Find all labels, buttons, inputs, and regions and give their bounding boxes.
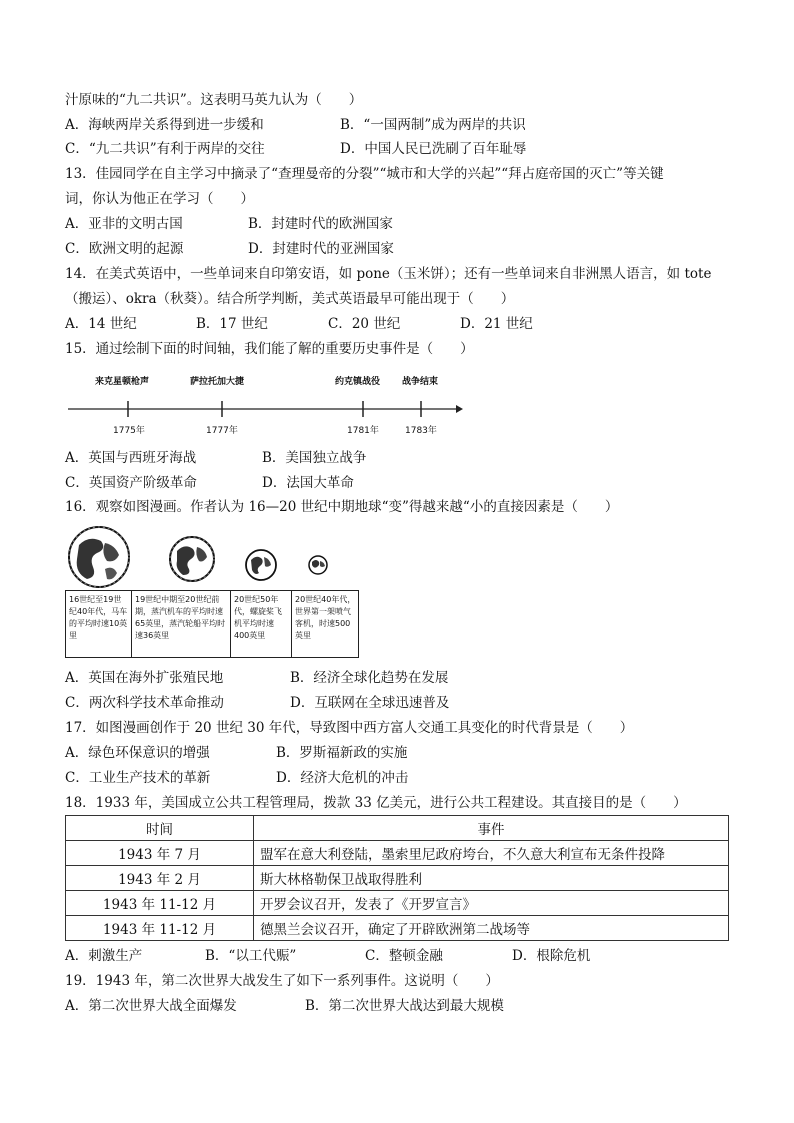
q12-option-b: B．“一国两制”成为两岸的共识	[340, 117, 526, 133]
q18-option-c: C．整顿金融	[365, 948, 443, 964]
table-header-event: 事件	[254, 816, 729, 841]
timeline-axis	[68, 398, 463, 420]
q19-option-a: A．第二次世界大战全面爆发	[65, 998, 237, 1014]
q12-stem-tail: 汁原味的“九二共识”。这表明马英九认为（ ）	[65, 92, 363, 108]
table-cell-event: 开罗会议召开，发表了《开罗宣言》	[254, 891, 729, 916]
timeline-event-2: 萨拉托加大捷	[190, 377, 245, 387]
table-cell-time: 1943 年 7 月	[66, 841, 254, 866]
q16-option-b: B．经济全球化趋势在发展	[290, 670, 449, 686]
timeline-event-4: 战争结束	[402, 377, 439, 387]
q12-option-d: D．中国人民已洗刷了百年耻辱	[340, 141, 527, 157]
table-cell-time: 1943 年 2 月	[66, 866, 254, 891]
cartoon-caption-cell	[132, 591, 231, 657]
q15-option-c: C．英国资产阶级革命	[65, 475, 197, 491]
q14-stem-line1: 14．在美式英语中，一些单词来自印第安语，如 pone（玉米饼）；还有一些单词来自非洲黑人语言，如 tote	[65, 266, 712, 282]
globe-icons	[65, 525, 360, 589]
q16-option-a: A．英国在海外扩张殖民地	[65, 670, 224, 686]
cartoon-caption-box	[65, 590, 359, 658]
q16-option-c: C．两次科学技术革命推动	[65, 695, 224, 711]
table-cell-event: 德黑兰会议召开，确定了开辟欧洲第二战场等	[254, 916, 729, 941]
q14-option-b: B．17 世纪	[196, 316, 268, 332]
cartoon-caption-cell	[231, 591, 292, 657]
table-row	[66, 866, 729, 891]
timeline-year-1: 1775年	[113, 426, 145, 436]
cartoon-caption-2: 19世纪中期至20世纪前期，蒸汽机车的平均时速65英里，蒸汽轮船平均时速36英里	[135, 595, 226, 640]
table-cell-time: 1943 年 11-12 月	[66, 891, 254, 916]
q14-stem-line2: （搬运）、okra（秋葵）。结合所学判断，美式英语最早可能出现于（ ）	[65, 291, 515, 307]
q13-option-c: C．欧洲文明的起源	[65, 241, 184, 257]
timeline-event-1: 来克星顿枪声	[95, 377, 150, 387]
timeline-year-3: 1781年	[347, 426, 379, 436]
q16-stem: 16．观察如图漫画。作者认为 16—20 世纪中期地球“变”得越来越“小的直接因素是（ ）	[65, 499, 619, 515]
timeline-year-4: 1783年	[405, 426, 437, 436]
q18-option-d: D．根除危机	[512, 948, 591, 964]
table-row	[66, 916, 729, 941]
table-cell-time: 1943 年 11-12 月	[66, 916, 254, 941]
cartoon-caption-cell	[292, 591, 358, 657]
table-cell-event: 斯大林格勒保卫战取得胜利	[254, 866, 729, 891]
q19-stem: 19．1943 年，第二次世界大战发生了如下一系列事件。这说明（ ）	[65, 973, 499, 989]
q13-option-b: B．封建时代的欧洲国家	[248, 216, 393, 232]
table-row	[66, 891, 729, 916]
q19-option-b: B．第二次世界大战达到最大规模	[305, 998, 504, 1014]
table-row	[66, 841, 729, 866]
q15-option-b: B．美国独立战争	[262, 450, 367, 466]
globe-small-icon	[246, 550, 276, 580]
globe-tiny-icon	[309, 556, 327, 574]
table-header-time: 时间	[66, 816, 254, 841]
table-header-row	[66, 816, 729, 841]
q12-option-c: C．“九二共识”有利于两岸的交往	[65, 141, 265, 157]
q14-option-a: A．14 世纪	[65, 316, 137, 332]
timeline-year-2: 1777年	[206, 426, 238, 436]
q17-option-d: D．经济大危机的冲击	[276, 770, 409, 786]
cartoon-caption-1: 16世纪至19世纪40年代，马车的平均时速10英里	[69, 595, 128, 640]
q13-stem-line1: 13．佳园同学在自主学习中摘录了“查理曼帝的分裂”“城市和大学的兴起”“拜占庭帝国的灭亡”等关键	[65, 166, 664, 182]
q14-option-d: D．21 世纪	[460, 316, 533, 332]
globe-medium-icon	[170, 537, 214, 581]
q18-option-a: A．刺激生产	[65, 948, 143, 964]
q17-stem: 17．如图漫画创作于 20 世纪 30 年代，导致图中西方富人交通工具变化的时代背景是（ ）	[65, 720, 634, 736]
events-table	[65, 815, 729, 941]
q17-option-b: B．罗斯福新政的实施	[276, 745, 408, 761]
q15-option-d: D．法国大革命	[262, 475, 354, 491]
globe-large-icon	[69, 527, 129, 587]
timeline-event-3: 约克镇战役	[335, 377, 381, 387]
q16-option-d: D．互联网在全球迅速普及	[290, 695, 450, 711]
cartoon-caption-4: 20世纪40年代，世界第一架喷气客机，时速500英里	[295, 595, 356, 640]
table-cell-event: 盟军在意大利登陆，墨索里尼政府垮台，不久意大利宣布无条件投降	[254, 841, 729, 866]
q17-option-c: C．工业生产技术的革新	[65, 770, 211, 786]
q15-stem: 15．通过绘制下面的时间轴，我们能了解的重要历史事件是（ ）	[65, 341, 474, 357]
q14-option-c: C．20 世纪	[328, 316, 401, 332]
q13-option-d: D．封建时代的亚洲国家	[248, 241, 394, 257]
q18-option-b: B．“以工代赈”	[205, 948, 297, 964]
cartoon-caption-3: 20世纪50年代，螺旋桨飞机平均时速400英里	[234, 595, 282, 640]
cartoon-caption-cell	[66, 591, 132, 657]
q17-option-a: A．绿色环保意识的增强	[65, 745, 210, 761]
q13-option-a: A．亚非的文明古国	[65, 216, 183, 232]
q12-option-a: A．海峡两岸关系得到进一步缓和	[65, 117, 264, 133]
q13-stem-line2: 词，你认为他正在学习（ ）	[65, 191, 254, 207]
q18-stem: 18．1933 年，美国成立公共工程管理局，拨款 33 亿美元，进行公共工程建设。其直接目的是（ ）	[65, 795, 687, 811]
q15-option-a: A．英国与西班牙海战	[65, 450, 197, 466]
